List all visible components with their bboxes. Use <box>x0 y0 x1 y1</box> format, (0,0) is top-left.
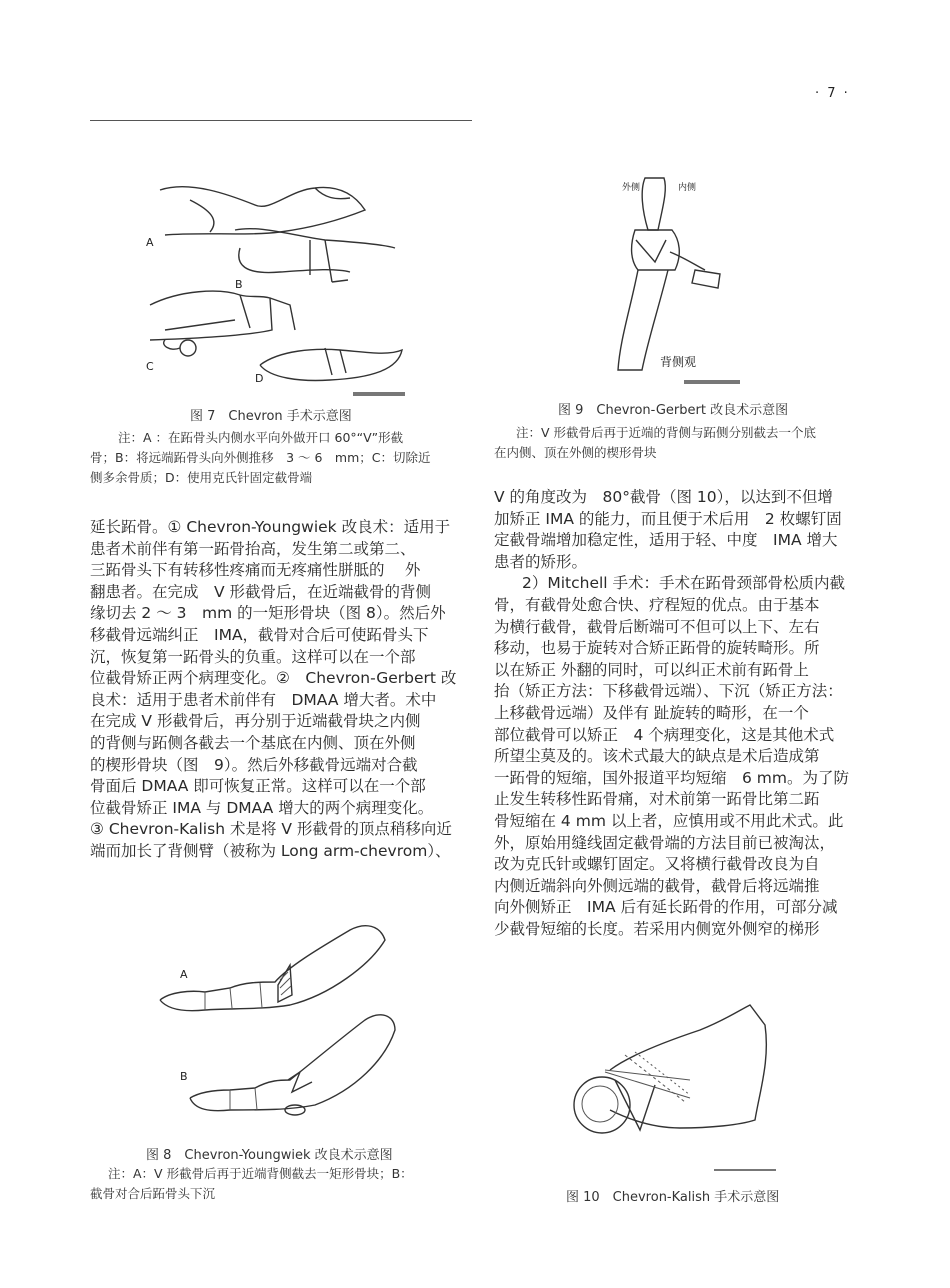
text-line: 位截骨矫正 IMA 与 DMAA 增大的两个病理变化。 <box>90 798 434 817</box>
text-line: 翻患者。在完成 V 形截骨后，在近端截骨的背侧 <box>90 582 432 601</box>
text-line: 为横行截骨，截骨后断端可不但可以上下、左右 <box>494 617 820 636</box>
figure-7-illustration <box>140 170 410 395</box>
text-line: 以在矫正 外翻的同时，可以纠正术前有跖骨上 <box>494 660 809 679</box>
text-line: 所望尘莫及的。该术式最大的缺点是术后造成第 <box>494 747 820 766</box>
text-line: 外，原始用缝线固定截骨端的方法目前已被淘汰， <box>494 833 836 852</box>
text-line: 延长跖骨。① Chevron-Youngwiek 改良术：适用于 <box>90 518 451 536</box>
fig7-note <box>90 428 431 488</box>
fig7-label-b: B <box>235 278 243 291</box>
fig8-caption: 图 8 Chevron-Youngwiek 改良术示意图 <box>146 1148 393 1163</box>
text-line: 少截骨短缩的长度。若采用内侧宽外侧窄的梯形 <box>494 919 820 938</box>
figure-8-illustration <box>150 920 410 1125</box>
text-line: 一跖骨的短缩，国外报道平均短缩 6 mm。为了防 <box>494 768 849 787</box>
text-line: 的背侧与跖侧各截去一个基底在内侧、顶在外侧 <box>90 733 416 752</box>
text-line: 良术：适用于患者术前伴有 DMAA 增大者。术中 <box>90 690 437 709</box>
fig9-label-dorsal-view: 背侧观 <box>660 355 697 369</box>
text-line: 部位截骨可以矫正 4 个病理变化，这是其他术式 <box>494 725 835 744</box>
fig8-note <box>90 1164 413 1204</box>
text-line: 加矫正 IMA 的能力，而且便于术后用 2 枚螺钉固 <box>494 509 842 528</box>
fig8-label-a: A <box>180 968 188 981</box>
text-line: ③ Chevron-Kalish 术是将 V 形截骨的顶点稍移向近 <box>90 820 452 839</box>
text-line: 移动，也易于旋转对合矫正跖骨的旋转畸形。所 <box>494 639 820 658</box>
text-line: 沉，恢复第一跖骨头的负重。这样可以在一个部 <box>90 647 416 666</box>
fig9-caption: 图 9 Chevron-Gerbert 改良术示意图 <box>558 403 789 418</box>
fig9-note-line: 注：V 形截骨后再于近端的背侧与跖侧分别截去一个底 <box>516 425 817 440</box>
fig7-note-line: 骨；B：将远端跖骨头向外侧推移 3 ～ 6 mm；C：切除近 <box>90 450 431 465</box>
text-line: 上移截骨远端）及伴有 趾旋转的畸形，在一个 <box>494 703 809 722</box>
fig7-note-line: 侧多余骨质；D：使用克氏针固定截骨端 <box>90 470 313 485</box>
text-line: V 的角度改为 80°截骨（图 10），以达到不但增 <box>494 488 833 506</box>
fig7-scale-bar <box>353 392 405 396</box>
text-line: 止发生转移性跖骨痛，对术前第一跖骨比第二跖 <box>494 790 820 809</box>
fig7-label-d: D <box>255 372 264 385</box>
fig10-scale-bar <box>714 1169 776 1171</box>
text-line: 骨短缩在 4 mm 以上者，应慎用或不用此术式。此 <box>494 811 844 830</box>
fig7-caption: 图 7 Chevron 手术示意图 <box>190 409 352 424</box>
text-line: 骨面后 DMAA 即可恢复正常。这样可以在一个部 <box>90 777 426 796</box>
fig8-note-line: 截骨对合后跖骨头下沉 <box>90 1186 216 1201</box>
text-line: 位截骨矫正两个病理变化。② Chevron-Gerbert 改 <box>90 669 457 688</box>
fig7-label-c: C <box>146 360 154 373</box>
figure-9-illustration <box>600 170 750 385</box>
text-line: 移截骨远端纠正 IMA，截骨对合后可使跖骨头下 <box>90 625 429 644</box>
text-line: 向外侧矫正 IMA 后有延长跖骨的作用，可部分减 <box>494 898 838 917</box>
fig7-label-a: A <box>146 236 154 249</box>
left-column-text <box>90 517 456 863</box>
fig8-label-b: B <box>180 1070 188 1083</box>
fig10-caption: 图 10 Chevron-Kalish 手术示意图 <box>566 1190 780 1205</box>
figure-10-illustration <box>560 1000 780 1160</box>
fig9-note-line: 在内侧、顶在外侧的楔形骨块 <box>494 445 657 460</box>
text-line: 端而加长了背侧臂（被称为 Long arm-chevrom）、 <box>90 841 451 860</box>
text-line: 患者术前伴有第一跖骨抬高，发生第二或第二、 <box>90 539 416 558</box>
fig9-scale-bar <box>684 380 740 384</box>
text-line: 三跖骨头下有转移性疼痛而无疼痛性胼胝的 外 <box>90 561 421 580</box>
fig9-note <box>494 423 816 463</box>
right-column-text <box>494 487 849 940</box>
fig9-label-lateral: 外侧 <box>622 183 641 193</box>
text-line: 改为克氏针或螺钉固定。又将横行截骨改良为自 <box>494 855 820 874</box>
fig7-note-line: 注：A ：在跖骨头内侧水平向外做开口 60°“V”形截 <box>118 430 404 445</box>
text-line: 骨，有截骨处愈合快、疗程短的优点。由于基本 <box>494 595 820 614</box>
page-number: · 7 · <box>815 86 850 101</box>
text-line: 抬（矫正方法：下移截骨远端）、下沉（矫正方法： <box>494 682 843 701</box>
text-line: 2）Mitchell 手术：手术在跖骨颈部骨松质内截 <box>522 574 846 593</box>
header-rule <box>90 120 472 121</box>
text-line: 患者的矫形。 <box>494 552 588 571</box>
text-line: 内侧近端斜向外侧远端的截骨，截骨后将远端推 <box>494 876 820 895</box>
text-line: 定截骨端增加稳定性，适用于轻、中度 IMA 增大 <box>494 531 838 550</box>
text-line: 的楔形骨块（图 9）。然后外移截骨远端对合截 <box>90 755 418 774</box>
text-line: 在完成 V 形截骨后，再分别于近端截骨块之内侧 <box>90 712 421 731</box>
text-line: 缘切去 2 ～ 3 mm 的一矩形骨块（图 8）。然后外 <box>90 604 446 623</box>
fig9-label-medial: 内侧 <box>678 183 697 193</box>
fig8-note-line: 注：A：V 形截骨后再于近端背侧截去一矩形骨块；B： <box>108 1166 413 1181</box>
